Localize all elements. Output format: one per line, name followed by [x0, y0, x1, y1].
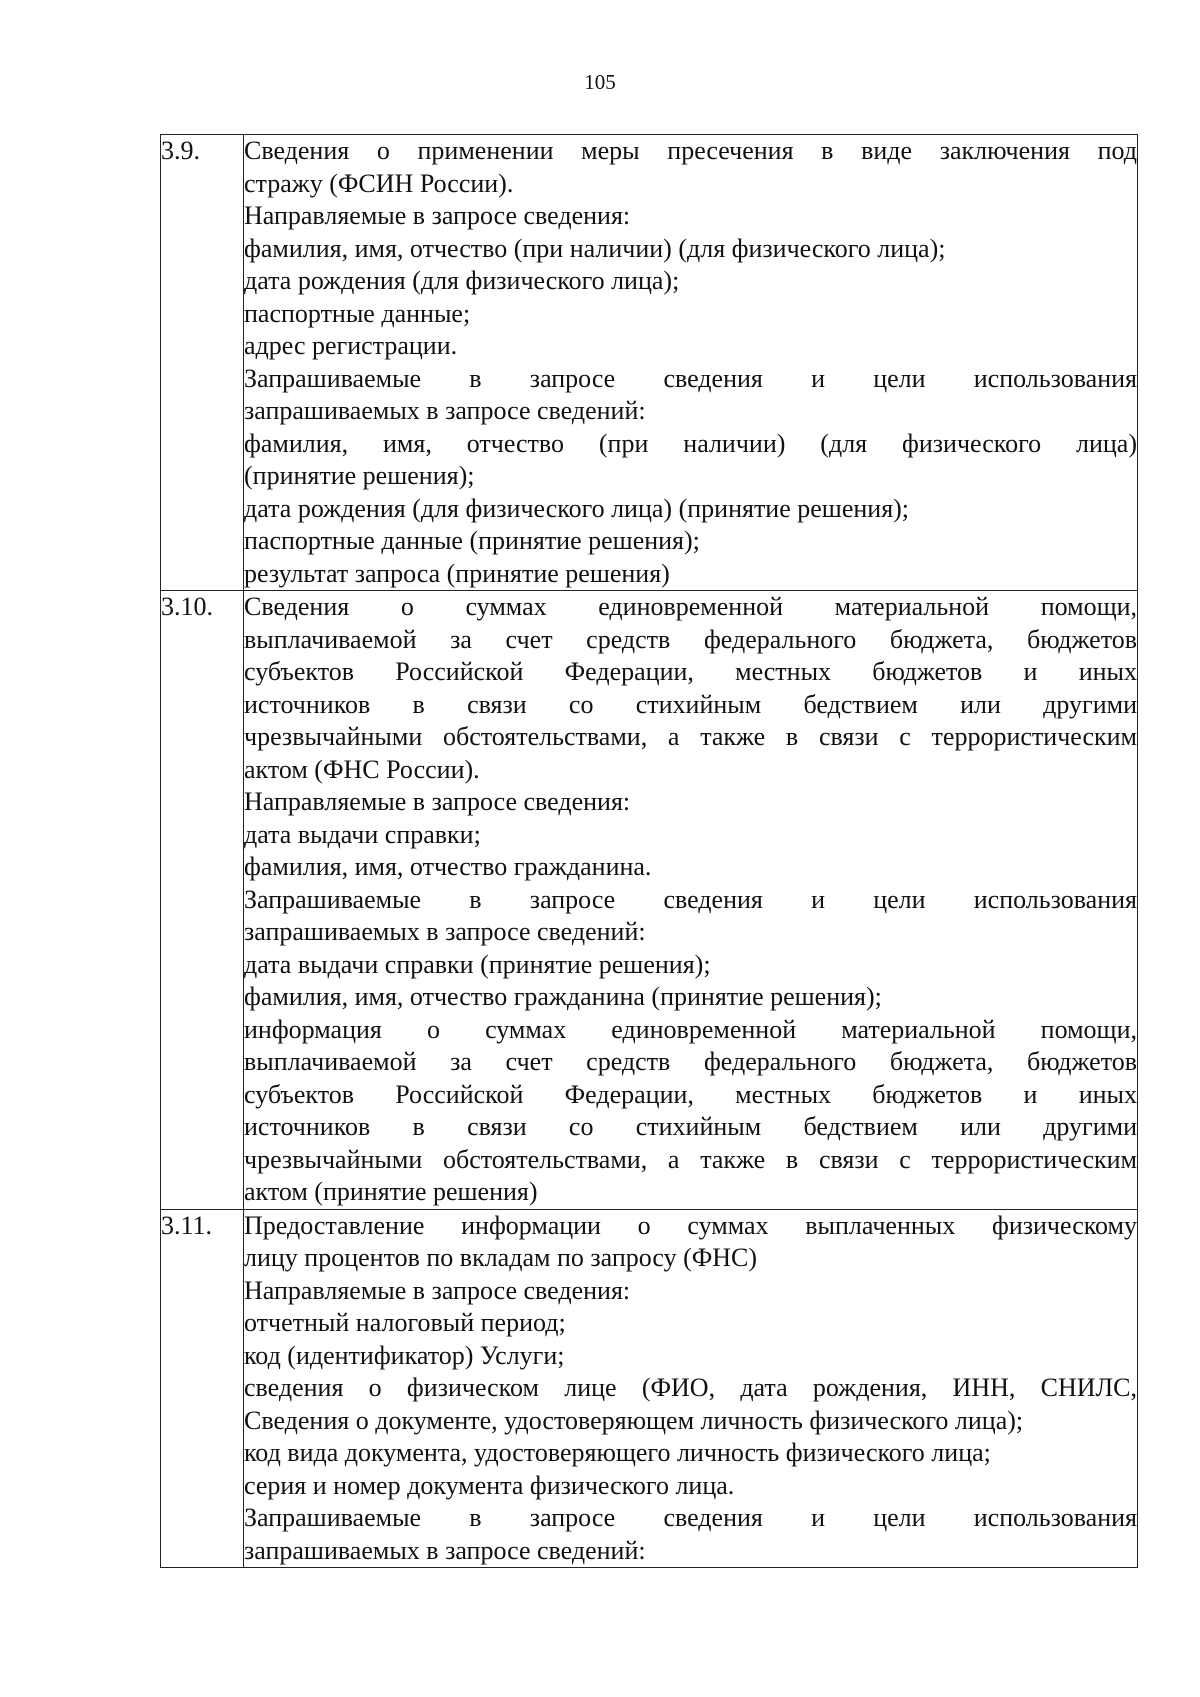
text-line: Сведения о применении меры пресечения в виде заключения под	[244, 136, 1137, 165]
text-line: результат запроса (принятие решения)	[244, 558, 670, 588]
text-line: чрезвычайными обстоятельствами, а также в связи с террористическим	[244, 722, 1137, 751]
text-line: код (идентификатор) Услуги;	[244, 1340, 565, 1370]
text-line: актом (ФНС России).	[244, 754, 480, 784]
text-line: паспортные данные;	[244, 298, 471, 328]
row-number: 3.10.	[161, 591, 244, 1210]
document-table	[160, 134, 1138, 1568]
text-line: паспортные данные (принятие решения);	[244, 526, 700, 555]
text-line: Сведения о документе, удостоверяющем личность физического лица);	[244, 1405, 1024, 1435]
text-line: адрес регистрации.	[244, 331, 458, 360]
text-line: отчетный налоговый период;	[244, 1308, 566, 1337]
text-line: фамилия, имя, отчество (при наличии) (для физического лица);	[244, 233, 946, 263]
text-line: дата рождения (для физического лица) (принятие решения);	[244, 493, 910, 523]
table-row	[161, 1209, 1138, 1568]
text-line: Запрашиваемые в запросе сведения и цели использования	[244, 1503, 1137, 1532]
text-line: серия и номер документа физического лица.	[244, 1470, 735, 1500]
text-line: дата выдачи справки (принятие решения);	[244, 949, 711, 979]
text-line: дата выдачи справки;	[244, 819, 481, 849]
text-line: Сведения о суммах единовременной материальной помощи,	[244, 592, 1137, 621]
table-row	[161, 591, 1138, 1210]
text-line: (принятие решения);	[244, 461, 475, 490]
row-content	[244, 1209, 1138, 1568]
row-number: 3.9.	[161, 135, 244, 591]
text-line: запрашиваемых в запросе сведений:	[244, 396, 646, 425]
text-line: Запрашиваемые в запросе сведения и цели использования	[244, 884, 1137, 914]
text-line: дата рождения (для физического лица);	[244, 266, 680, 295]
text-line: выплачиваемой за счет средств федерального бюджета, бюджетов	[244, 1047, 1137, 1076]
text-line: субъектов Российской Федерации, местных бюджетов и иных	[244, 657, 1137, 686]
text-line: актом (принятие решения)	[244, 1177, 538, 1206]
text-line: чрезвычайными обстоятельствами, а также в связи с террористическим	[244, 1144, 1137, 1174]
text-line: субъектов Российской Федерации, местных бюджетов и иных	[244, 1079, 1137, 1109]
row-content	[244, 591, 1138, 1210]
text-line: Направляемые в запросе сведения:	[244, 201, 631, 230]
text-line: информация о суммах единовременной материальной помощи,	[244, 1014, 1137, 1044]
row-content	[244, 135, 1138, 591]
table-row	[161, 135, 1138, 591]
text-line: фамилия, имя, отчество гражданина (принятие решения);	[244, 982, 882, 1011]
text-line: код вида документа, удостоверяющего личность физического лица;	[244, 1438, 991, 1467]
page-number: 105	[584, 70, 616, 94]
text-line: запрашиваемых в запросе сведений:	[244, 917, 646, 946]
text-line: стражу (ФСИН России).	[244, 168, 514, 198]
text-line: выплачиваемой за счет средств федерального бюджета, бюджетов	[244, 624, 1137, 654]
text-line: Предоставление информации о суммах выплаченных физическому	[244, 1210, 1137, 1240]
text-line: фамилия, имя, отчество гражданина.	[244, 852, 652, 881]
text-line: Направляемые в запросе сведения:	[244, 1275, 631, 1305]
text-line: запрашиваемых в запросе сведений:	[244, 1535, 646, 1565]
row-number: 3.11.	[161, 1209, 244, 1568]
text-line: источников в связи со стихийным бедствием или другими	[244, 689, 1137, 719]
text-line: сведения о физическом лице (ФИО, дата рождения, ИНН, СНИЛС,	[244, 1373, 1137, 1402]
text-line: источников в связи со стихийным бедствием или другими	[244, 1112, 1137, 1141]
text-line: лицу процентов по вкладам по запросу (ФНС)	[244, 1243, 758, 1272]
text-line: Направляемые в запросе сведения:	[244, 787, 631, 816]
text-line: Запрашиваемые в запросе сведения и цели использования	[244, 363, 1137, 393]
text-line: фамилия, имя, отчество (при наличии) (для физического лица)	[244, 428, 1137, 458]
